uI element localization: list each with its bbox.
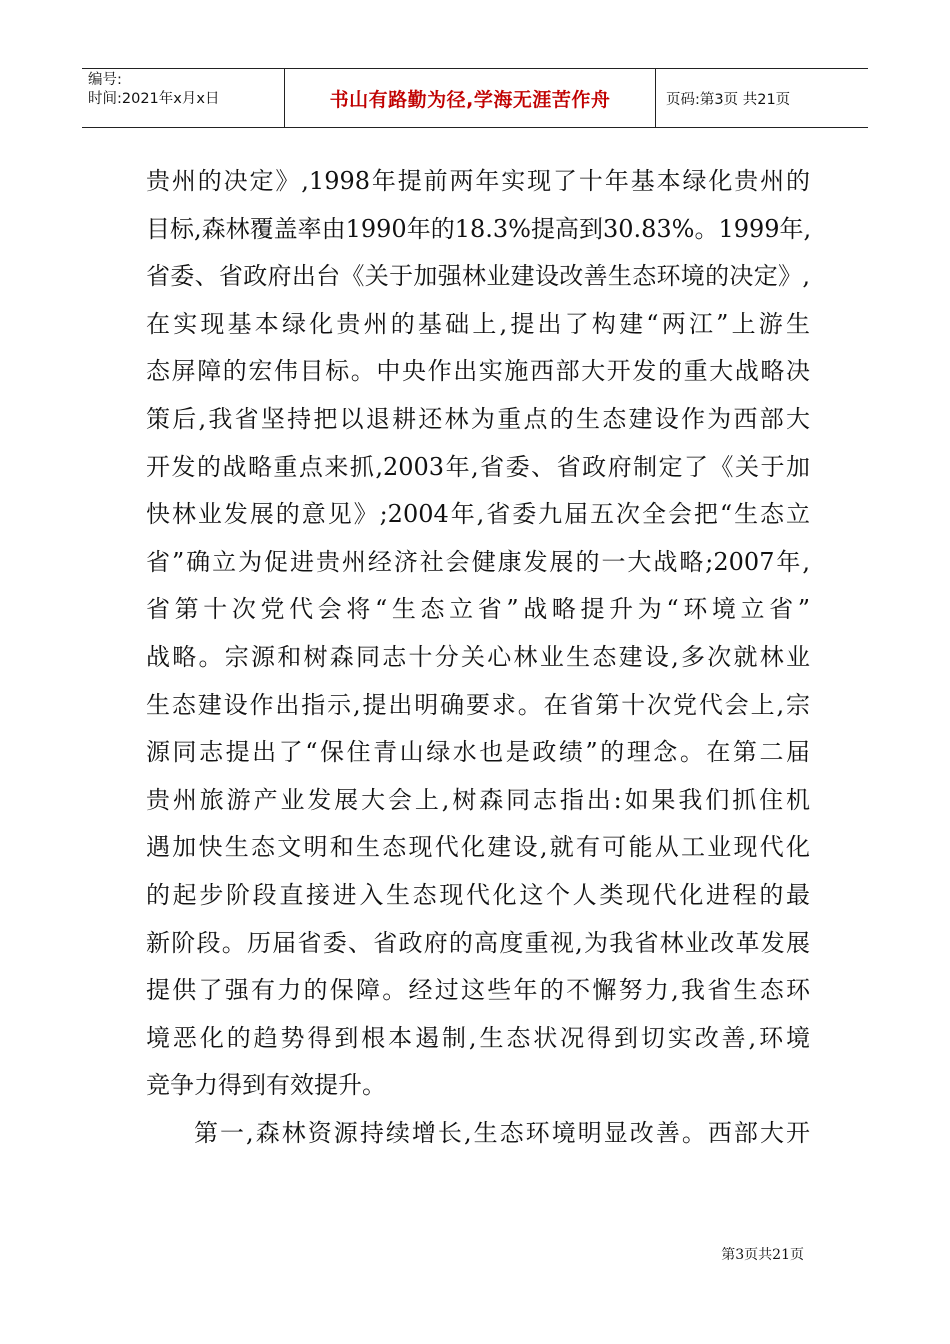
body-line: 源同志提出了“保住青山绿水也是政绩”的理念。在第二届 <box>146 738 810 767</box>
body-line: 贵州的决定》,1998年提前两年实现了十年基本绿化贵州的 <box>146 167 810 195</box>
body-line: 省第十次党代会将“生态立省”战略提升为“环境立省” <box>146 595 810 624</box>
header-motto: 书山有路勤为径,学海无涯苦作舟 <box>284 69 656 127</box>
page-footer-number: 第3页共21页 <box>721 1247 804 1263</box>
body-line: 提供了强有力的保障。经过这些年的不懈努力,我省生态环 <box>146 976 810 1005</box>
document-number-label: 编号: <box>88 72 122 88</box>
page-header <box>82 68 868 128</box>
body-line-paragraph-start: 第一,森林资源持续增长,生态环境明显改善。西部大开 <box>194 1118 810 1147</box>
document-body <box>146 158 810 1157</box>
body-line: 在实现基本绿化贵州的基础上,提出了构建“两江”上游生 <box>146 309 810 338</box>
body-line: 战略。宗源和树森同志十分关心林业生态建设,多次就林业 <box>146 642 810 671</box>
body-line: 省”确立为促进贵州经济社会健康发展的一大战略;2007年, <box>146 547 810 576</box>
header-meta <box>82 69 284 127</box>
body-line: 目标,森林覆盖率由1990年的18.3%提高到30.83%。1999年, <box>146 214 812 243</box>
body-line-paragraph-end: 竞争力得到有效提升。 <box>146 1071 386 1100</box>
body-line: 的起步阶段直接进入生态现代化这个人类现代化进程的最 <box>146 880 810 909</box>
body-line: 遇加快生态文明和生态现代化建设,就有可能从工业现代化 <box>146 833 810 862</box>
body-line: 贵州旅游产业发展大会上,树森同志指出:如果我们抓住机 <box>146 785 810 814</box>
body-line: 开发的战略重点来抓,2003年,省委、省政府制定了《关于加 <box>146 452 810 481</box>
body-line: 境恶化的趋势得到根本遏制,生态状况得到切实改善,环境 <box>146 1023 810 1052</box>
body-line: 省委、省政府出台《关于加强林业建设改善生态环境的决定》, <box>146 262 810 291</box>
body-line: 策后,我省坚持把以退耕还林为重点的生态建设作为西部大 <box>146 404 810 433</box>
body-line: 生态建设作出指示,提出明确要求。在省第十次党代会上,宗 <box>146 690 810 719</box>
document-time-label: 时间:2021年x月x日 <box>88 91 220 107</box>
body-line: 快林业发展的意见》;2004年,省委九届五次全会把“生态立 <box>146 500 810 529</box>
body-line: 态屏障的宏伟目标。中央作出实施西部大开发的重大战略决 <box>146 357 810 386</box>
header-page-info: 页码:第3页 共21页 <box>666 91 791 108</box>
body-line: 新阶段。历届省委、省政府的高度重视,为我省林业改革发展 <box>146 928 810 957</box>
